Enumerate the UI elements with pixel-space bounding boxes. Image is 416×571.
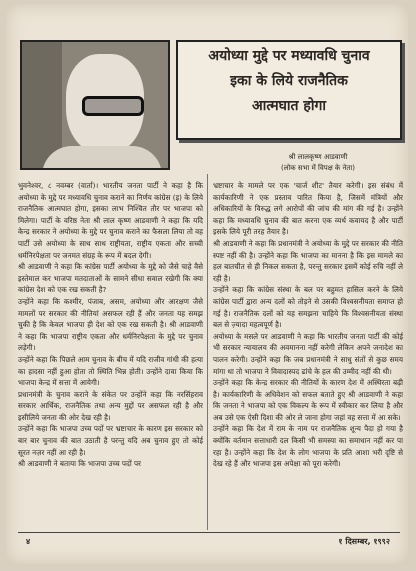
- byline: [238, 152, 398, 174]
- paragraph: श्री आडवाणी ने कहा कि प्रधानमंत्री ने अयोध्या के मुद्दे पर सरकार की नीति स्पष्ट नहीं की है। उन्होंने कहा कि भाजपा का मानना है कि इस मामले का हल बातचीत से ही निकल सकता है, परन्तु सरकार इसमें कोई रुचि नहीं ले रही है।: [213, 238, 403, 283]
- paragraph: श्री आडवाणी ने बताया कि भाजपा उच्च पदों पर: [18, 459, 141, 469]
- paragraph: उन्होंने कहा कि भाजपा उच्च पदों पर भ्रष्टाचार के कारण इस सरकार को बार बार चुनाव की बात उठाती है परन्तु यदि अब चुनाव हुए तो कोई सूरत नज़र नहीं आ रही है।: [18, 424, 203, 457]
- headline-line-3: आत्मघात होगा: [252, 98, 326, 114]
- paragraph: प्रधानमंत्री के चुनाव कराने के संकेत पर उन्होंने कहा कि नरसिंहराव सरकार आर्थिक, राजनैतिक तथा अन्य मुद्दों पर असफल रही है और इसीलिये जनता की ओर देख रही है।: [18, 389, 203, 422]
- paragraph: श्री आडवाणी ने कहा कि कांग्रेस पार्टी अयोध्या के मुद्दे को जैसे चाहे वैसे इस्तेमाल कर भाजपा मतदाताओं के सामने सीधा सवाल रखेगी कि क्या कांग्रेस देश को एक रख सकती है?: [18, 262, 203, 295]
- paragraph: भुवनेश्वर, ८ नवम्बर (वार्ता)। भारतीय जनता पार्टी ने कहा है कि अयोध्या के मुद्दे पर मध्यावधि चुनाव कराने का निर्णय कांग्रेस (इ) के लिये राजनैतिक आत्मघात होगा, इसका लाभ निश्चित तौर पर भाजपा को मिलेगा। पार्टी के वरिष्ठ नेता श्री लाल कृष्ण आडवाणी ने कहा कि यदि केन्द्र सरकार ने अयोध्या के मुद्दे पर चुनाव कराने का फैसला लिया तो वह पार्टी उसे अयोध्या के साथ साथ राष्ट्रीयता, राष्ट्रीय एकता और सच्ची धर्मनिरपेक्षता पर जनमत संग्रह के रूप में बदल देगी।: [18, 181, 203, 260]
- paragraph: उन्होंने कहा कि पिछले आम चुनाव के बीच में यदि राजीव गांधी की हत्या का हादसा नहीं हुआ होता तो स्थिति भिन्न होती। उन्होंने दावा किया कि भाजपा केन्द्र में सत्ता में आयेगी।: [18, 354, 203, 388]
- footer-rule: [18, 532, 400, 533]
- headline-line-1: अयोध्या मुद्दे पर मध्यावधि चुनाव: [208, 48, 370, 64]
- paragraph: उन्होंने कहा कि कांग्रेस संस्था के बल पर बहुमत हासिल करने के लिये कांग्रेस पार्टी द्वारा अन्य दलों को तोड़ने से उसकी विश्वसनीयता समाप्त हो गई है। राजनैतिक दलों को यह समझना चाहिये कि विश्वसनीयता संस्था बल से ज़्यादा महत्वपूर्ण है।: [213, 285, 403, 330]
- column-divider: [207, 174, 208, 530]
- byline-name: श्री लालकृष्ण आडवाणी: [288, 153, 348, 161]
- left-column: [18, 180, 203, 530]
- newspaper-page: [6, 4, 408, 564]
- paragraph: अयोध्या के मसले पर आडवाणी ने कहा कि भारतीय जनता पार्टी की कोई भी सरकार न्यायालय की अवमानना नहीं करेगी लेकिन अपने जनादेश का पालन करेगी। उन्होंने कहा कि जब प्रधानमंत्री ने साधु संतों से कुछ समय मांगा था तो भाजपा ने विवादास्पद ढांचे के हल की उम्मीद नहीं की थी।: [213, 331, 403, 376]
- paragraph: उन्होंने कहा कि केन्द्र सरकार की नीतियों के कारण देश में अस्थिरता बढ़ी है। कार्यकारिणी के अधिवेशन को सफल बताते हुए श्री आडवाणी ने कहा कि जनता ने भाजपा को एक विकल्प के रूप में स्वीकार कर लिया है और अब उसे एक ऐसी दिशा की ओर ले जाना होगा जहां वह सत्ता में आ सके।: [213, 378, 403, 422]
- byline-role: (लोक सभा में विपक्ष के नेता): [281, 164, 355, 172]
- page-number: ४: [26, 537, 31, 546]
- right-column: [213, 180, 403, 530]
- issue-date: १ दिसम्बर, १९९२: [338, 537, 390, 546]
- author-photo: [20, 40, 170, 170]
- paragraph: भ्रष्टाचार के मामले पर एक 'चार्ज शीट' तैयार करेगी। इस संबंध में कार्यकारिणी ने एक प्रस्ताव पारित किया है, जिसमें मंत्रियों और अधिकारियों के विरुद्ध लगे आरोपों की जांच की मांग की गई है। उन्होंने कहा कि मध्यावधि चुनाव की बात करना एक व्यर्थ कवायद है और पार्टी इसके लिये पूरी तरह तैयार है।: [213, 181, 403, 237]
- headline-box: [176, 40, 402, 140]
- headline-line-2: इका के लिये राजनैतिक: [230, 73, 348, 89]
- paragraph: उन्होंने कहा कि देश में राम के नाम पर राजनैतिक शून्य पैदा हो गया है क्योंकि वर्तमान सत्ताधारी दल किसी भी समस्या का समाधान नहीं कर पा रहा है। उन्होंने कहा कि देश के लोग भाजपा के प्रति आशा भरी दृष्टि से देख रहे हैं और भाजपा इस अपेक्षा को पूरा करेगी।: [213, 424, 403, 469]
- paragraph: उन्होंने कहा कि कश्मीर, पंजाब, असम, अयोध्या और आरक्षण जैसे मामलों पर सरकार की नीतियां असफल रही हैं और जनता यह समझ चुकी है कि केवल भाजपा ही देश को एक रख सकती है। श्री आडवाणी ने कहा कि भाजपा राष्ट्रीय एकता और धर्मनिरपेक्षता के मुद्दे पर चुनाव लड़ेगी।: [18, 296, 203, 353]
